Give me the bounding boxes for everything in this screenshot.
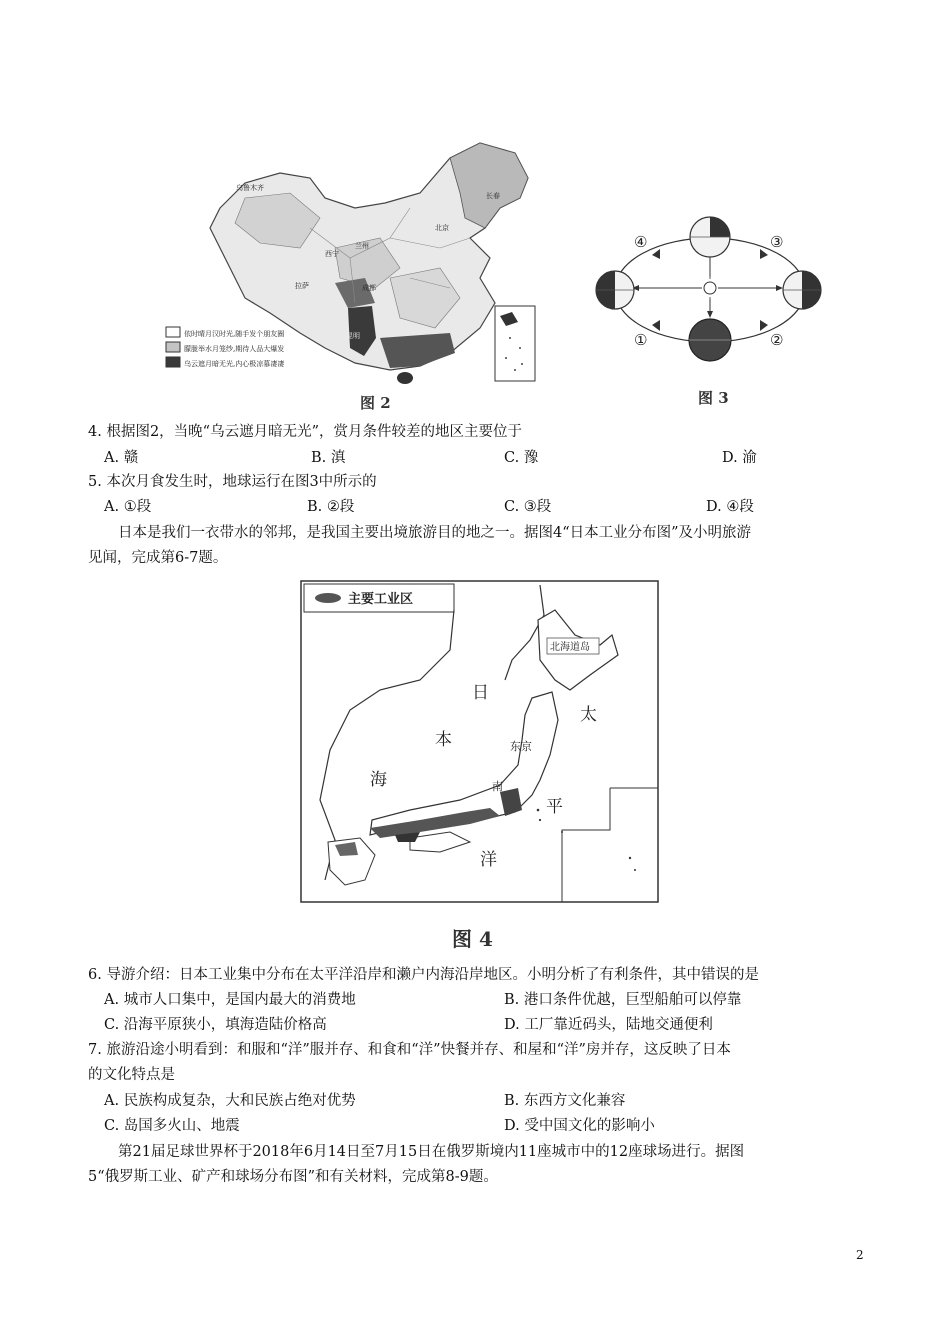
q7-stem-line1: 7. 旅游沿途小明看到：和服和“洋”服并存、和食和“洋”快餐并存、和屋和“洋”房并存，这反映了日本 — [88, 1042, 731, 1058]
map-label-beijing: 北京 — [435, 224, 449, 232]
label-ri: 日 — [472, 683, 489, 703]
map-label-chengdu: 成都 — [362, 284, 376, 292]
intro67-line1: 日本是我们一衣带水的邻邦，是我国主要出境旅游目的地之一。据图4“日本工业分布图”及小明旅游 — [118, 525, 752, 541]
china-map — [150, 138, 562, 398]
fig2-caption: 图 2 — [360, 394, 391, 412]
intro67-line2: 见闻，完成第6-7题。 — [88, 550, 228, 566]
map-label-urumqi: 乌鲁木齐 — [236, 184, 264, 192]
q6-stem: 6. 导游介绍：日本工业集中分布在太平洋沿岸和濑户内海沿岸地区。小明分析了有利条件，其中错误的是 — [88, 967, 759, 983]
q4-stem: 4. 根据图2，当晚“乌云遮月暗无光”，赏月条件较差的地区主要位于 — [88, 424, 522, 440]
label-ping: 平 — [546, 797, 563, 817]
label-tai: 太 — [580, 705, 597, 725]
q7-stem-line2: 的文化特点是 — [88, 1067, 175, 1083]
figure-4 — [300, 580, 660, 955]
segment-4-label: ④ — [634, 233, 648, 251]
label-dongjing: 东京 — [510, 740, 532, 753]
fig2-legend-3: 乌云遮月暗无光,内心极凉慕凄凄 — [184, 360, 285, 368]
q5-option-c: C. ③段 — [504, 499, 552, 515]
earth-top — [690, 217, 730, 257]
q4-option-d: D. 渝 — [722, 450, 757, 466]
map-label-xining: 西宁 — [325, 250, 339, 258]
label-yang: 洋 — [480, 850, 497, 870]
q6-option-a: A. 城市人口集中，是国内最大的消费地 — [104, 992, 356, 1008]
fig2-legend-1: 依时晴月汉时光,随手发个朋友圈 — [184, 330, 285, 338]
label-nan: 南 — [492, 780, 503, 793]
q5-stem: 5. 本次月食发生时，地球运行在图3中所示的 — [88, 474, 377, 490]
fig2-legend-2: 朦胧举水月笼纱,期待人品大爆发 — [184, 345, 285, 353]
japan-map — [300, 580, 660, 905]
label-hai: 海 — [370, 770, 387, 790]
label-ben: 本 — [435, 730, 452, 750]
q7-option-c: C. 岛国多火山、地震 — [104, 1118, 240, 1134]
map-label-lanzhou: 兰州 — [355, 242, 369, 250]
figure-3 — [590, 215, 830, 405]
map-label-changchun: 长春 — [486, 192, 500, 200]
fig4-legend: 主要工业区 — [348, 592, 414, 607]
q4-option-c: C. 豫 — [504, 450, 539, 466]
segment-2-label: ② — [770, 331, 784, 349]
q7-option-b: B. 东西方文化兼容 — [504, 1093, 626, 1109]
q5-option-a: A. ①段 — [104, 499, 152, 515]
segment-1-label: ① — [634, 331, 648, 349]
fig3-caption: 图 3 — [698, 389, 729, 407]
map-label-lhasa: 拉萨 — [295, 282, 309, 290]
page-number: 2 — [856, 1248, 864, 1262]
earth-bottom — [689, 319, 731, 361]
q5-option-d: D. ④段 — [706, 499, 754, 515]
q6-option-c: C. 沿海平原狭小，填海造陆价格高 — [104, 1017, 327, 1033]
map-label-kunming: 昆明 — [346, 332, 360, 340]
fig4-caption: 图 4 — [452, 927, 493, 951]
q7-option-a: A. 民族构成复杂，大和民族占绝对优势 — [104, 1093, 356, 1109]
q6-option-d: D. 工厂靠近码头，陆地交通便利 — [504, 1017, 713, 1033]
earth-left — [596, 271, 634, 309]
label-hokkaido: 北海道岛 — [550, 642, 590, 653]
q5-option-b: B. ②段 — [307, 499, 355, 515]
orbit-diagram — [590, 215, 830, 385]
q6-option-b: B. 港口条件优越，巨型船舶可以停靠 — [504, 992, 742, 1008]
intro89-line2: 5“俄罗斯工业、矿产和球场分布图”和有关材料，完成第8-9题。 — [88, 1169, 498, 1185]
earth-right — [783, 271, 821, 309]
q7-option-d: D. 受中国文化的影响小 — [504, 1118, 655, 1134]
segment-3-label: ③ — [770, 233, 784, 251]
q4-option-a: A. 赣 — [104, 450, 139, 466]
figure-2 — [150, 138, 562, 412]
intro89-line1: 第21届足球世界杯于2018年6月14日至7月15日在俄罗斯境内11座城市中的12座球场进行。据图 — [118, 1144, 745, 1160]
q4-option-b: B. 滇 — [311, 450, 346, 466]
